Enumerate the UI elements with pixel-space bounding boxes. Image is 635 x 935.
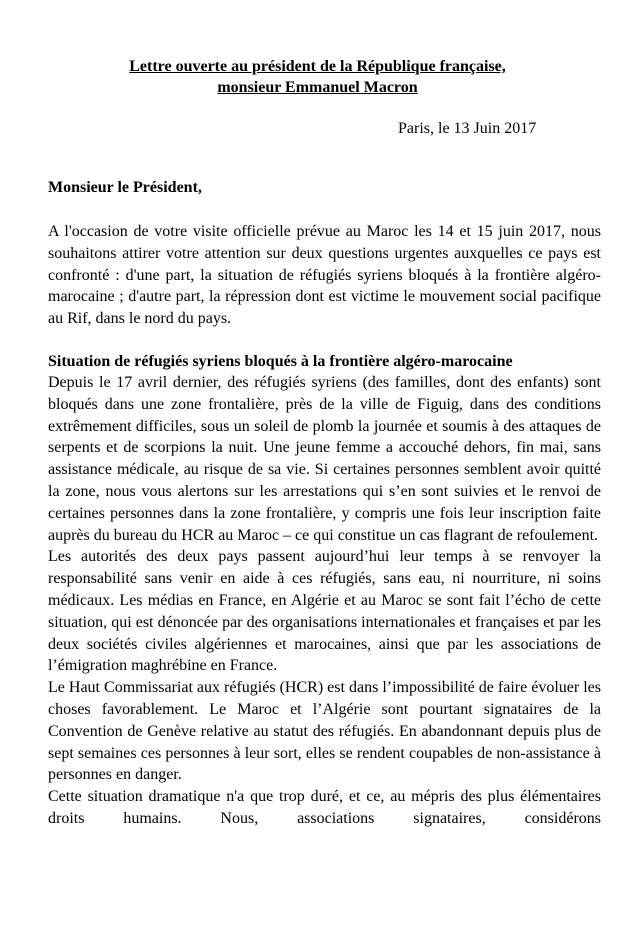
- intro-paragraph: [48, 221, 601, 330]
- paragraph: Cette situation dramatique n'a que trop duré, et ce, au mépris des plus élémentaires droits humains. Nous, associations signataires, considérons: [48, 788, 601, 827]
- section-body: [48, 372, 601, 830]
- section-heading: Situation de réfugiés syriens bloqués à la frontière algéro-marocaine: [48, 353, 513, 370]
- letter-title: [0, 56, 635, 98]
- title-line-2: monsieur Emmanuel Macron: [217, 79, 418, 96]
- title-line-1: Lettre ouverte au président de la République française,: [129, 58, 506, 75]
- paragraph: Depuis le 17 avril dernier, des réfugiés syriens (des familles, dont des enfants) sont bloqués dans une zone frontalière, près de la ville de Figuig, dans des conditions extrêmement difficiles, sous un soleil de plomb la journée et soumis à des attaques de serpents et de scorpions la nuit. Une jeune femme a accouché dehors, fin mai, sans assistance médicale, au risque de sa vie. Si certaines personnes semblent avoir quitté la zone, nous vous alertons sur les arrestations qui s’en sont suivies et le renvoi de certaines personnes dans la zone frontalière, y compris une fois leur inscription faite auprès du bureau du HCR au Maroc – ce qui constitue un cas flagrant de refoulement.: [48, 374, 601, 544]
- salutation: Monsieur le Président,: [48, 179, 202, 196]
- paragraph: Le Haut Commissariat aux réfugiés (HCR) est dans l’impossibilité de faire évoluer les choses favorablement. Le Maroc et l’Algérie sont pourtant signataires de la Convention de Genève relative au statut des réfugiés. En abandonnant depuis plus de sept semaines ces personnes à leur sort, elles se rendent coupables de non-assistance à personnes en danger.: [48, 679, 601, 784]
- letter-date: Paris, le 13 Juin 2017: [398, 120, 537, 137]
- intro-text: A l'occasion de votre visite officielle prévue au Maroc les 14 et 15 juin 2017, nous souhaitons attirer votre attention sur deux questions urgentes auxquelles ce pays est confronté : d'une part, la situation de réfugiés syriens bloqués à la frontière algéro-marocaine ; d'autre part, la répression dont est victime le mouvement social pacifique au Rif, dans le nord du pays.: [48, 223, 601, 328]
- paragraph: Les autorités des deux pays passent aujourd’hui leur temps à se renvoyer la responsabilité sans venir en aide à ces réfugiés, sans eau, ni nourriture, ni soins médicaux. Les médias en France, en Algérie et au Maroc se sont fait l’écho de cette situation, qui est dénoncée par des organisations internationales et françaises et par les deux sociétés civiles algériennes et marocaines, ainsi que par les associations de l’émigration maghrébine en France.: [48, 548, 601, 675]
